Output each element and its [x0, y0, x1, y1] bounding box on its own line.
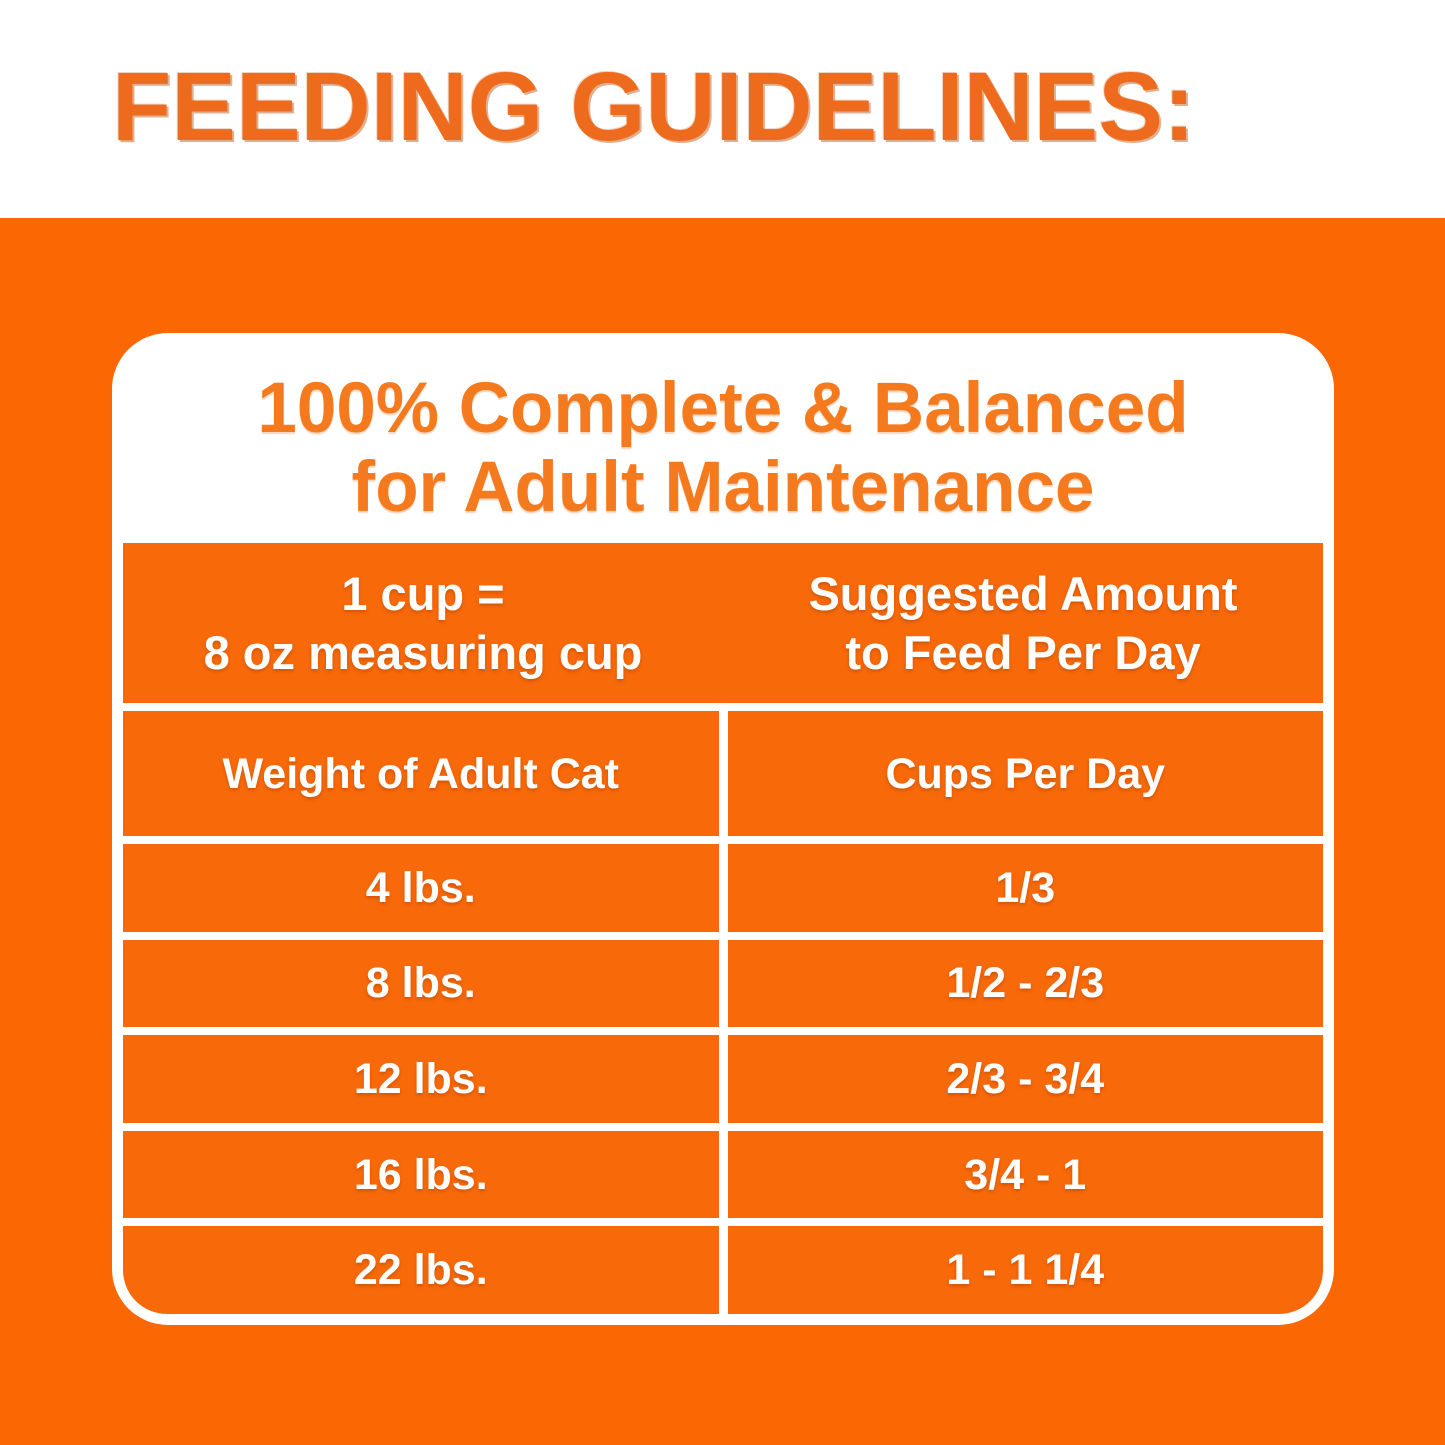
measure-left-line1: 1 cup = — [341, 567, 505, 620]
measure-header-row — [123, 543, 1323, 703]
feeding-table — [123, 543, 1323, 1314]
table-row — [123, 1035, 1323, 1123]
table-row — [123, 940, 1323, 1028]
measure-header-right — [723, 543, 1323, 703]
cups-cell: 1 - 1 1/4 — [728, 1226, 1324, 1314]
card-heading-line2: for Adult Maintenance — [351, 448, 1095, 527]
guidelines-card — [112, 333, 1334, 1325]
weight-cell: 12 lbs. — [123, 1035, 719, 1123]
cups-cell: 3/4 - 1 — [728, 1131, 1324, 1219]
table-row — [123, 1226, 1323, 1314]
page-title: FEEDING GUIDELINES: — [112, 52, 1196, 161]
measure-left-line2: 8 oz measuring cup — [203, 626, 643, 679]
card-heading-line1: 100% Complete & Balanced — [257, 369, 1189, 448]
column-header-row — [123, 711, 1323, 836]
weight-cell: 22 lbs. — [123, 1226, 719, 1314]
column-header-cups: Cups Per Day — [728, 711, 1324, 836]
weight-cell: 4 lbs. — [123, 844, 719, 932]
weight-cell: 16 lbs. — [123, 1131, 719, 1219]
weight-cell: 8 lbs. — [123, 940, 719, 1028]
cups-cell: 1/2 - 2/3 — [728, 940, 1324, 1028]
title-band — [0, 0, 1445, 218]
cups-cell: 1/3 — [728, 844, 1324, 932]
table-row — [123, 1131, 1323, 1219]
measure-right-line2: to Feed Per Day — [845, 626, 1201, 679]
cups-cell: 2/3 - 3/4 — [728, 1035, 1324, 1123]
measure-header-left — [123, 543, 723, 703]
measure-right-line1: Suggested Amount — [808, 567, 1238, 620]
column-header-weight: Weight of Adult Cat — [123, 711, 719, 836]
card-heading — [112, 333, 1334, 543]
table-row — [123, 844, 1323, 932]
